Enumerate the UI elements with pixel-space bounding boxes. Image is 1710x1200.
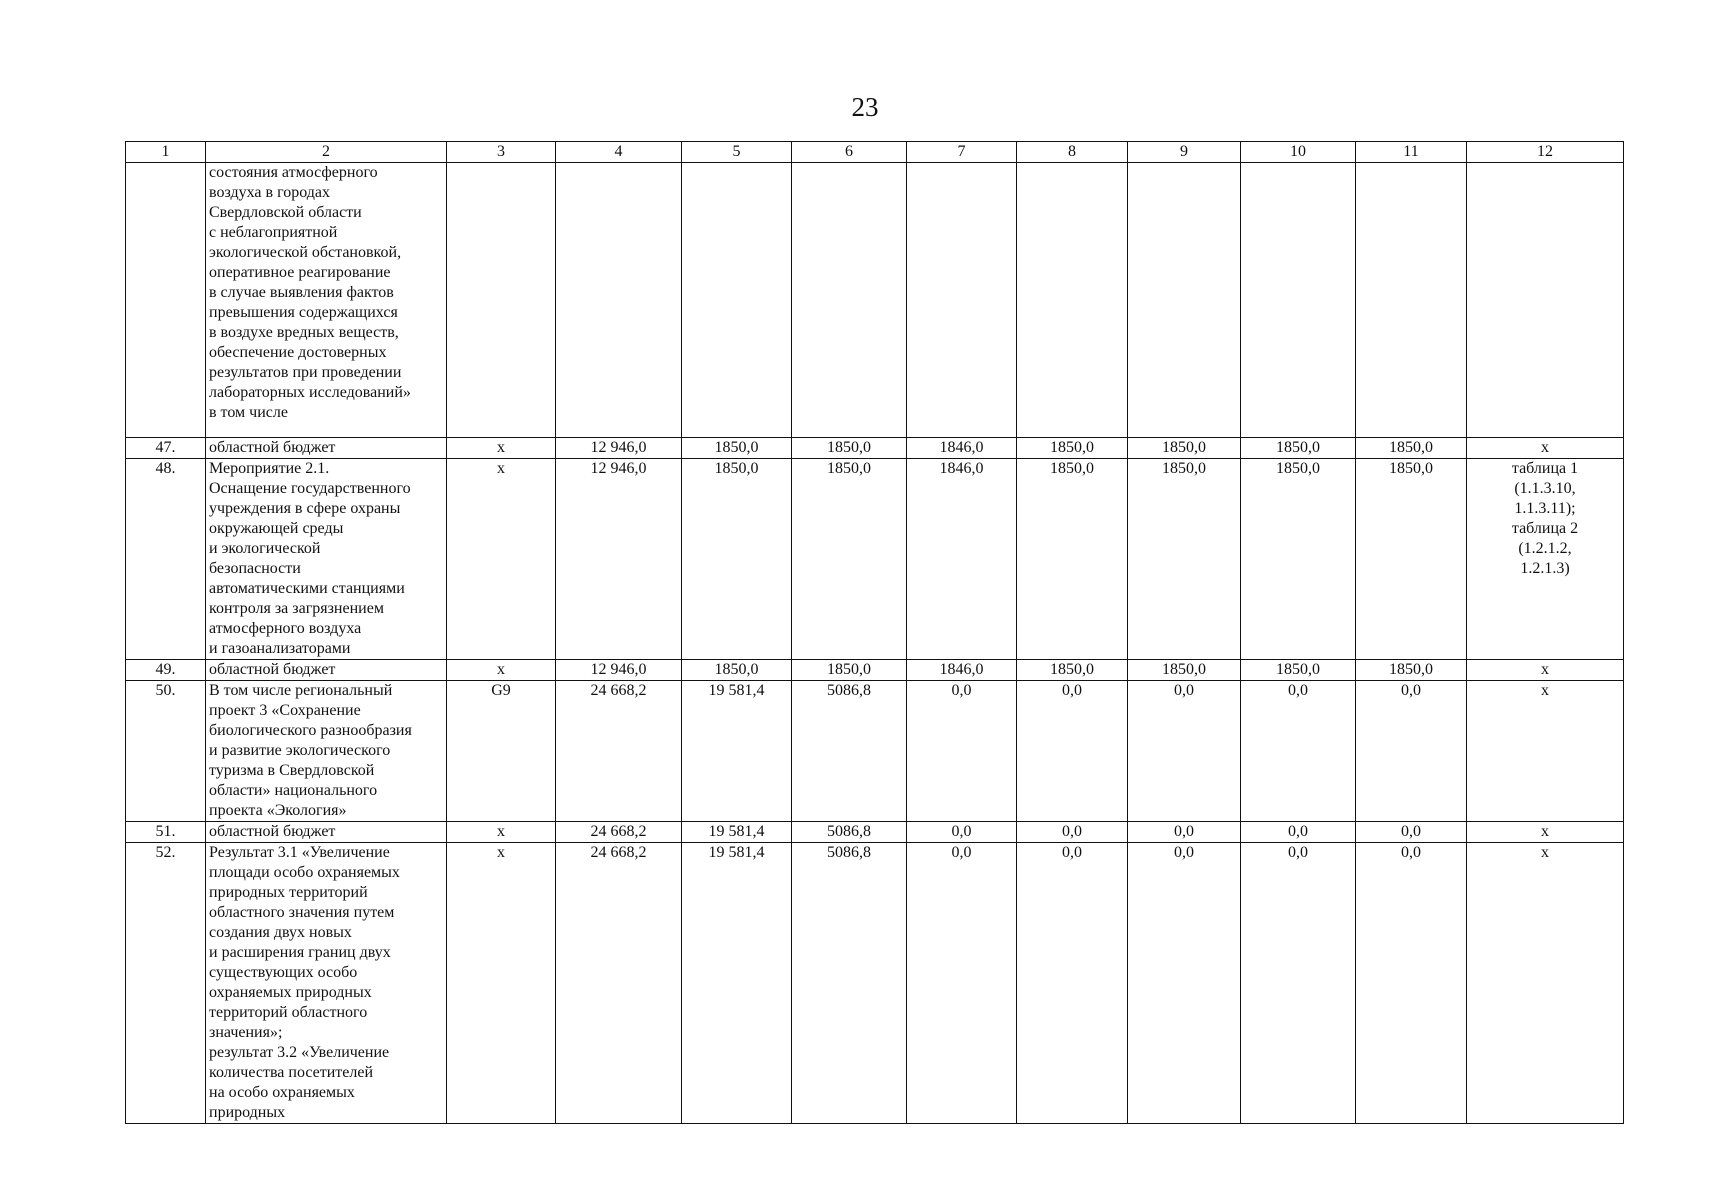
column-header: 12 [1467, 142, 1624, 163]
description-line: существующих особо [209, 964, 358, 981]
column-header: 2 [206, 142, 447, 163]
description-line: и расширения границ двух [209, 944, 391, 961]
description-line: атмосферного воздуха [209, 620, 362, 637]
description-line: областной бюджет [209, 661, 336, 678]
description-cell [206, 843, 447, 1124]
year-value-cell: 0,0 [907, 822, 1017, 843]
description-line: количества посетителей [209, 1064, 374, 1081]
table-body [126, 163, 1624, 1124]
column-header: 1 [126, 142, 206, 163]
year-value-cell: 1850,0 [792, 660, 907, 681]
year-value-cell: 1846,0 [907, 438, 1017, 459]
reference-line: таблица 1 [1511, 460, 1579, 477]
year-value-cell: 1850,0 [1241, 438, 1356, 459]
row-number-cell: 50. [126, 681, 206, 822]
year-value-cell: 0,0 [1241, 681, 1356, 822]
description-line: безопасности [209, 560, 301, 577]
description-line: окружающей среды [209, 520, 344, 537]
description-line: воздуха в городах [209, 184, 331, 201]
reference-cell [1467, 822, 1624, 843]
year-value-cell: 0,0 [1017, 681, 1128, 822]
reference-line: таблица 2 [1511, 520, 1579, 537]
description-line: областной бюджет [209, 439, 336, 456]
year-value-cell: 1850,0 [682, 660, 792, 681]
description-line: туризма в Свердловской [209, 762, 375, 779]
year-value-cell [1241, 163, 1356, 438]
code-cell: х [447, 843, 556, 1124]
description-line: результатов при проведении [209, 364, 402, 381]
reference-cell [1467, 459, 1624, 660]
row-number-cell: 49. [126, 660, 206, 681]
description-line: учреждения в сфере охраны [209, 500, 401, 517]
page-number: 23 [851, 92, 879, 122]
reference-line: (1.1.3.10, [1514, 480, 1576, 497]
year-value-cell [1128, 163, 1241, 438]
description-cell [206, 822, 447, 843]
description-line: природных территорий [209, 884, 368, 901]
row-number-cell: 47. [126, 438, 206, 459]
description-line: обеспечение достоверных [209, 344, 387, 361]
code-cell [447, 163, 556, 438]
total-cell: 24 668,2 [556, 843, 682, 1124]
reference-line: х [1541, 823, 1549, 840]
year-value-cell: 0,0 [907, 681, 1017, 822]
code-cell: х [447, 822, 556, 843]
description-line: Свердловской области [209, 204, 362, 221]
year-value-cell: 1850,0 [792, 438, 907, 459]
year-value-cell: 1850,0 [1128, 438, 1241, 459]
description-line: областной бюджет [209, 823, 336, 840]
description-line: автоматическими станциями [209, 580, 405, 597]
code-cell: х [447, 660, 556, 681]
description-line: области» национального [209, 782, 378, 799]
description-line: Оснащение государственного [209, 480, 411, 497]
reference-line: 1.1.3.11); [1514, 500, 1576, 517]
description-line: и газоанализаторами [209, 640, 351, 657]
description-line: превышения содержащихся [209, 304, 398, 321]
column-header: 10 [1241, 142, 1356, 163]
description-line: экологической обстановкой, [209, 244, 402, 261]
reference-cell [1467, 660, 1624, 681]
row-number-cell [126, 163, 206, 438]
year-value-cell: 0,0 [1128, 681, 1241, 822]
code-cell: х [447, 438, 556, 459]
year-value-cell: 1850,0 [1017, 459, 1128, 660]
year-value-cell: 1850,0 [1356, 459, 1467, 660]
year-value-cell: 0,0 [1356, 843, 1467, 1124]
year-value-cell: 5086,8 [792, 822, 907, 843]
description-line: проект 3 «Сохранение [209, 702, 361, 719]
year-value-cell: 1850,0 [1128, 660, 1241, 681]
year-value-cell: 0,0 [1128, 822, 1241, 843]
description-cell [206, 660, 447, 681]
total-cell: 24 668,2 [556, 822, 682, 843]
description-line: Результат 3.1 «Увеличение [209, 844, 390, 861]
column-header: 9 [1128, 142, 1241, 163]
reference-line: (1.2.1.2, [1518, 540, 1572, 557]
year-value-cell [682, 163, 792, 438]
description-line: охраняемых природных [209, 984, 372, 1001]
year-value-cell: 0,0 [907, 843, 1017, 1124]
table-row [126, 660, 1624, 681]
column-header: 5 [682, 142, 792, 163]
code-cell: G9 [447, 681, 556, 822]
year-value-cell: 5086,8 [792, 681, 907, 822]
header-row [126, 142, 1624, 163]
year-value-cell: 1850,0 [1128, 459, 1241, 660]
year-value-cell: 1850,0 [1017, 438, 1128, 459]
reference-cell [1467, 438, 1624, 459]
year-value-cell: 1850,0 [1017, 660, 1128, 681]
column-header: 3 [447, 142, 556, 163]
description-line: значения»; [209, 1024, 283, 1041]
description-line: состояния атмосферного [209, 164, 378, 181]
description-line: и экологической [209, 540, 321, 557]
description-line: Мероприятие 2.1. [209, 460, 330, 477]
year-value-cell: 1846,0 [907, 660, 1017, 681]
table-row [126, 681, 1624, 822]
total-cell [556, 163, 682, 438]
reference-cell [1467, 681, 1624, 822]
table-row [126, 163, 1624, 438]
year-value-cell: 5086,8 [792, 843, 907, 1124]
column-header: 4 [556, 142, 682, 163]
year-value-cell: 1850,0 [792, 459, 907, 660]
description-line: площади особо охраняемых [209, 864, 400, 881]
table-row [126, 438, 1624, 459]
year-value-cell: 1846,0 [907, 459, 1017, 660]
description-line: В том числе региональный [209, 682, 393, 699]
year-value-cell: 1850,0 [1356, 660, 1467, 681]
year-value-cell: 1850,0 [1356, 438, 1467, 459]
table-row [126, 459, 1624, 660]
description-line: результат 3.2 «Увеличение [209, 1044, 390, 1061]
year-value-cell: 1850,0 [1241, 660, 1356, 681]
year-value-cell: 0,0 [1356, 822, 1467, 843]
description-cell [206, 459, 447, 660]
description-line: природных [209, 1104, 286, 1121]
total-cell: 12 946,0 [556, 438, 682, 459]
year-value-cell: 0,0 [1017, 843, 1128, 1124]
description-cell [206, 438, 447, 459]
description-line: областного значения путем [209, 904, 395, 921]
description-line: с неблагоприятной [209, 224, 338, 241]
description-line: оперативное реагирование [209, 264, 391, 281]
year-value-cell: 1850,0 [682, 438, 792, 459]
description-cell [206, 163, 447, 438]
table-row [126, 822, 1624, 843]
table-row [126, 843, 1624, 1124]
year-value-cell: 0,0 [1017, 822, 1128, 843]
year-value-cell [792, 163, 907, 438]
description-line: в воздухе вредных веществ, [209, 324, 399, 341]
year-value-cell: 19 581,4 [682, 843, 792, 1124]
total-cell: 12 946,0 [556, 459, 682, 660]
year-value-cell [1017, 163, 1128, 438]
year-value-cell: 0,0 [1241, 822, 1356, 843]
description-line: территорий областного [209, 1004, 368, 1021]
code-cell: х [447, 459, 556, 660]
total-cell: 24 668,2 [556, 681, 682, 822]
description-line: на особо охраняемых [209, 1084, 355, 1101]
year-value-cell: 19 581,4 [682, 822, 792, 843]
column-header: 6 [792, 142, 907, 163]
reference-cell [1467, 843, 1624, 1124]
description-line: в том числе [209, 404, 288, 421]
column-header: 7 [907, 142, 1017, 163]
total-cell: 12 946,0 [556, 660, 682, 681]
year-value-cell: 1850,0 [682, 459, 792, 660]
reference-line: х [1541, 661, 1549, 678]
description-line: контроля за загрязнением [209, 600, 384, 617]
year-value-cell: 0,0 [1128, 843, 1241, 1124]
column-header: 8 [1017, 142, 1128, 163]
year-value-cell [1356, 163, 1467, 438]
year-value-cell: 0,0 [1356, 681, 1467, 822]
description-line: биологического разнообразия [209, 722, 412, 739]
row-number-cell: 51. [126, 822, 206, 843]
year-value-cell: 1850,0 [1241, 459, 1356, 660]
year-value-cell: 19 581,4 [682, 681, 792, 822]
row-number-cell: 48. [126, 459, 206, 660]
description-line: лабораторных исследований» [209, 384, 411, 401]
row-number-cell: 52. [126, 843, 206, 1124]
reference-line: х [1541, 682, 1549, 699]
description-line: в случае выявления фактов [209, 284, 394, 301]
budget-table [125, 141, 1624, 1124]
column-header: 11 [1356, 142, 1467, 163]
reference-cell [1467, 163, 1624, 438]
description-cell [206, 681, 447, 822]
reference-line: 1.2.1.3) [1520, 560, 1570, 577]
reference-line: х [1541, 844, 1549, 861]
year-value-cell: 0,0 [1241, 843, 1356, 1124]
year-value-cell [907, 163, 1017, 438]
reference-line: х [1541, 439, 1549, 456]
description-line: создания двух новых [209, 924, 352, 941]
description-line: и развитие экологического [209, 742, 391, 759]
description-line: проекта «Экология» [209, 802, 347, 819]
